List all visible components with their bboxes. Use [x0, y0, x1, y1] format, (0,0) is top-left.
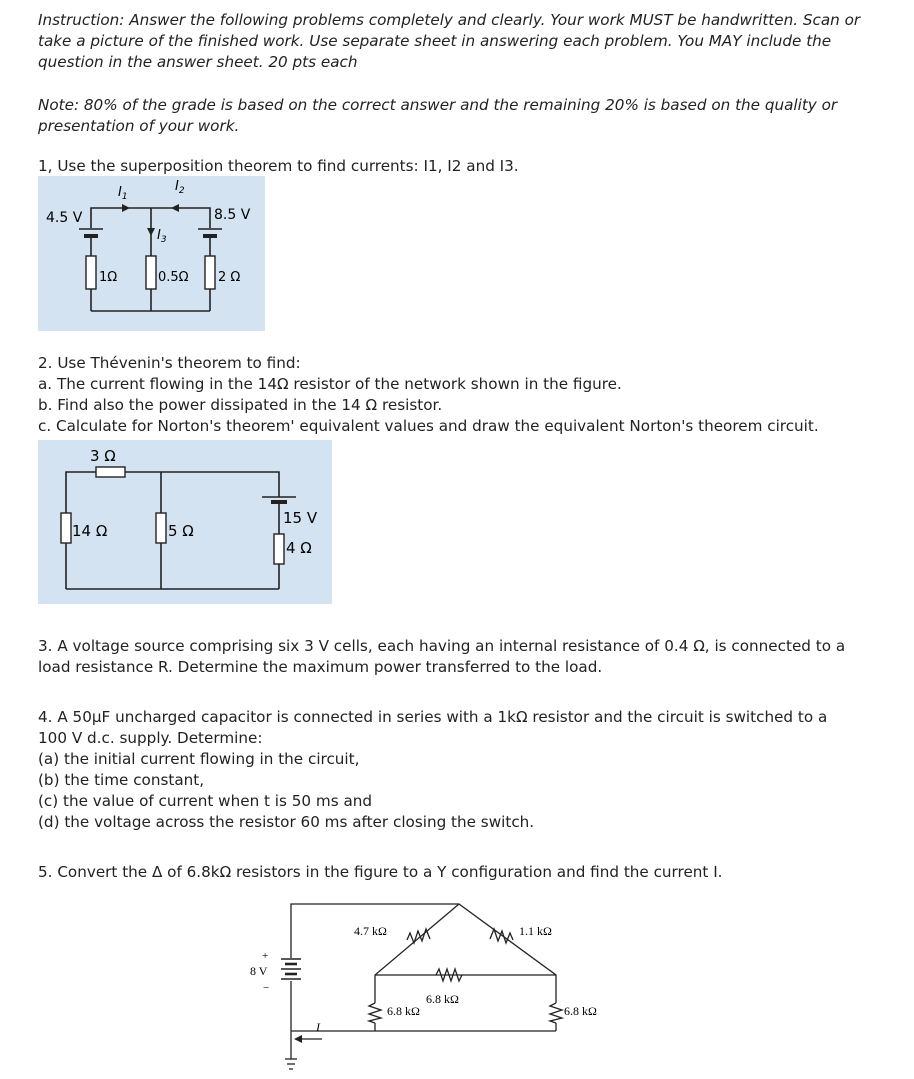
q2-line-1: 2. Use Thévenin's theorem to find:: [38, 354, 301, 372]
q4-line-2: 100 V d.c. supply. Determine:: [38, 729, 263, 747]
q1-label-i3: $I_3$: [157, 228, 167, 245]
q1-label-r1: 1Ω: [99, 270, 118, 285]
q2-line-4: c. Calculate for Norton's theorem' equivalent values and draw the equivalent Norton's theorem circuit.: [38, 417, 819, 435]
q2-label-v: 15 V: [283, 509, 318, 527]
question-2-text: [38, 353, 868, 437]
q1-resistor-1: [86, 256, 96, 289]
q2-label-r-int: 4 Ω: [286, 539, 312, 557]
q4-line-1: 4. A 50μF uncharged capacitor is connected in series with a 1kΩ resistor and the circuit is switched to a: [38, 708, 828, 726]
q2-line-2: a. The current flowing in the 14Ω resistor of the network shown in the figure.: [38, 375, 622, 393]
q5-label-current: I: [316, 1020, 320, 1034]
q5-battery: [281, 959, 301, 979]
q2-resistor-internal: [274, 534, 284, 564]
q1-label-r2: 0.5Ω: [158, 270, 189, 285]
q5-current-arrow-head: [294, 1035, 302, 1043]
q1-circuit-figure: [38, 176, 265, 331]
q5-label-plus: +: [262, 950, 269, 962]
q1-label-v1: 4.5 V: [46, 210, 83, 226]
q5-label-r-c: 6.8 kΩ: [426, 992, 459, 1006]
question-3-text: 3. A voltage source comprising six 3 V cells, each having an internal resistance of 0.4 Ω, is connected to a load resistance R. Determine the maximum power transferred to the load.: [38, 637, 846, 676]
q4-line-6: (d) the voltage across the resistor 60 ms after closing the switch.: [38, 813, 535, 831]
q1-label-v2: 8.5 V: [214, 207, 251, 223]
q4-line-3: (a) the initial current flowing in the circuit,: [38, 750, 360, 768]
q5-resistor-a: [407, 929, 430, 943]
q5-label-r-d: 6.8 kΩ: [387, 1004, 420, 1018]
instruction-text: Instruction: Answer the following problems completely and clearly. Your work MUST be handwritten. Scan or take a picture of the finished work. Use separate sheet in answering each problem. You MAY include the question in the answer sheet. 20 pts each: [38, 11, 861, 71]
q5-label-v: 8 V: [250, 964, 268, 978]
q1-label-r3: 2 Ω: [218, 270, 241, 285]
q5-label-r-e: 6.8 kΩ: [564, 1004, 597, 1018]
q2-line-3: b. Find also the power dissipated in the 14 Ω resistor.: [38, 396, 443, 414]
q5-resistor-e: [550, 1003, 562, 1023]
q2-label-r-top: 3 Ω: [90, 447, 116, 465]
q5-ground-icon: [285, 1059, 297, 1069]
q4-line-5: (c) the value of current when t is 50 ms and: [38, 792, 373, 810]
note-text: Note: 80% of the grade is based on the correct answer and the remaining 20% is based on the quality or presentation of your work.: [38, 96, 838, 135]
q5-wires: [291, 904, 556, 1059]
q2-resistor-top: [96, 467, 125, 477]
q2-label-r-mid: 5 Ω: [168, 522, 194, 540]
q5-circuit-figure: [230, 895, 597, 1075]
q5-label-r-a: 4.7 kΩ: [354, 924, 387, 938]
q1-label-i1: $I_1$: [118, 185, 128, 202]
q5-label-r-b: 1.1 kΩ: [519, 924, 552, 938]
question-1-text: 1, Use the superposition theorem to find currents: I1, I2 and I3.: [38, 157, 519, 175]
question-5-text: 5. Convert the Δ of 6.8kΩ resistors in the figure to a Y configuration and find the current I.: [38, 863, 723, 881]
q1-label-i2: $I_2$: [175, 179, 185, 196]
q1-resistor-2: [146, 256, 156, 289]
q1-resistor-3: [205, 256, 215, 289]
q5-resistor-d: [369, 1003, 381, 1023]
q5-label-minus: −: [263, 982, 270, 994]
q2-resistor-mid: [156, 513, 166, 543]
q2-circuit-figure: [38, 440, 332, 604]
q2-label-r-left: 14 Ω: [72, 522, 108, 540]
q4-line-4: (b) the time constant,: [38, 771, 205, 789]
q2-resistor-left: [61, 513, 71, 543]
question-4-text: [38, 707, 868, 833]
